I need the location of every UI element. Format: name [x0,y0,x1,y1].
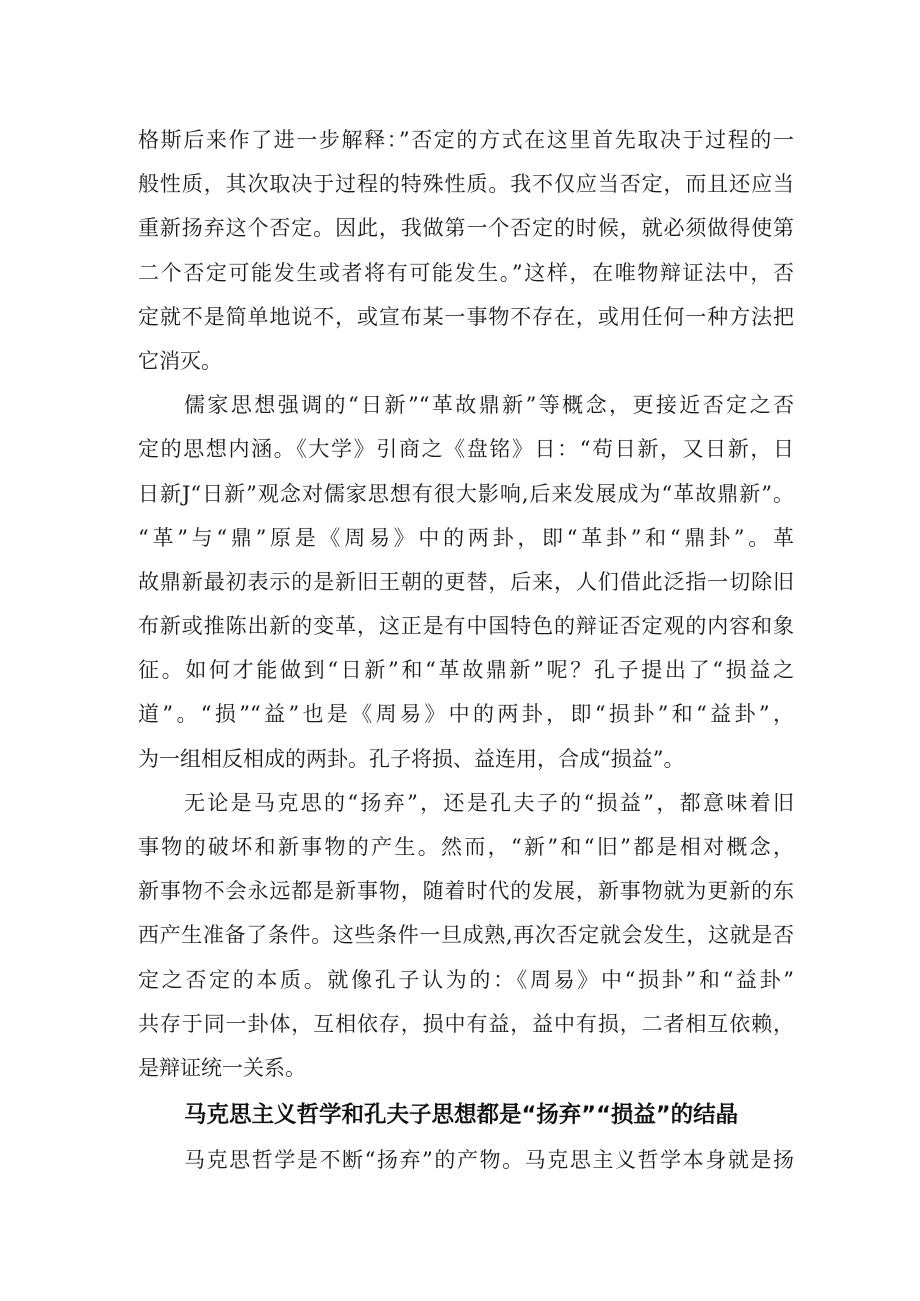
text-line: 般性质，其次取决于过程的特殊性质。我不仅应当否定，而且还应当 [138,172,794,197]
section-heading: 马克思主义哲学和孔夫子思想都是“扬弃”“损益”的结晶 [184,1102,739,1129]
text-line: 布新或推陈出新的变革，这正是有中国特色的辩证否定观的内容和象 [138,614,794,639]
text-line: 定就不是简单地说不，或宣布某一事物不存在，或用任何一种方法把 [138,304,794,329]
paragraph-3 [138,781,794,1090]
text-line: “革”与“鼎”原是《周易》中的两卦，即“革卦”和“鼎卦”。革 [138,525,794,550]
text-line: 西产生准备了条件。这些条件一旦成熟,再次否定就会发生，这就是否 [138,923,794,948]
text-line: 新事物不会永远都是新事物，随着时代的发展，新事物就为更新的东 [138,879,794,904]
text-line: 日新J“日新”观念对儒家思想有很大影响,后来发展成为“革故鼎新”。 [138,481,794,506]
text-line: 二个否定可能发生或者将有可能发生。”这样，在唯物辩证法中，否 [138,260,794,285]
text-line: 儒家思想强调的“日新”“革故鼎新”等概念，更接近否定之否 [184,393,794,418]
text-line: 是辩证统一关系。 [138,1055,306,1080]
text-line: 为一组相反相成的两卦。孔子将损、益连用，合成“损益”。 [138,746,685,771]
paragraph-1 [138,118,794,383]
paragraph-2 [138,383,794,781]
text-line: 定的思想内涵。《大学》引商之《盘铭》日：“苟日新，又日新，日 [138,437,794,462]
text-line: 征。如何才能做到“日新”和“革故鼎新”呢？孔子提出了“损益之 [138,658,794,683]
text-line: 格斯后来作了进一步解释：”否定的方式在这里首先取决于过程的一 [138,128,794,152]
text-line: 它消灭。 [138,348,222,373]
text-line: 共存于同一卦体，互相依存，损中有益，益中有损，二者相互依赖， [138,1011,794,1036]
text-line: 马克思哲学是不断“扬弃”的产物。马克思主义哲学本身就是扬 [184,1148,794,1173]
text-line: 故鼎新最初表示的是新旧王朝的更替，后来，人们借此泛指一切除旧 [138,569,794,594]
text-line: 道”。“损”“益”也是《周易》中的两卦，即“损卦”和“益卦”， [138,702,794,727]
text-line: 事物的破坏和新事物的产生。然而，“新”和“旧”都是相对概念， [138,835,794,859]
text-line: 定之否定的本质。就像孔子认为的：《周易》中“损卦”和“益卦” [138,967,794,992]
document-body [138,118,794,1182]
paragraph-4 [138,1138,794,1182]
text-line: 无论是马克思的“扬弃”，还是孔夫子的“损益”，都意味着旧 [184,790,794,815]
text-line: 重新扬弃这个否定。因此，我做第一个否定的时候，就必须做得使第 [138,216,794,241]
